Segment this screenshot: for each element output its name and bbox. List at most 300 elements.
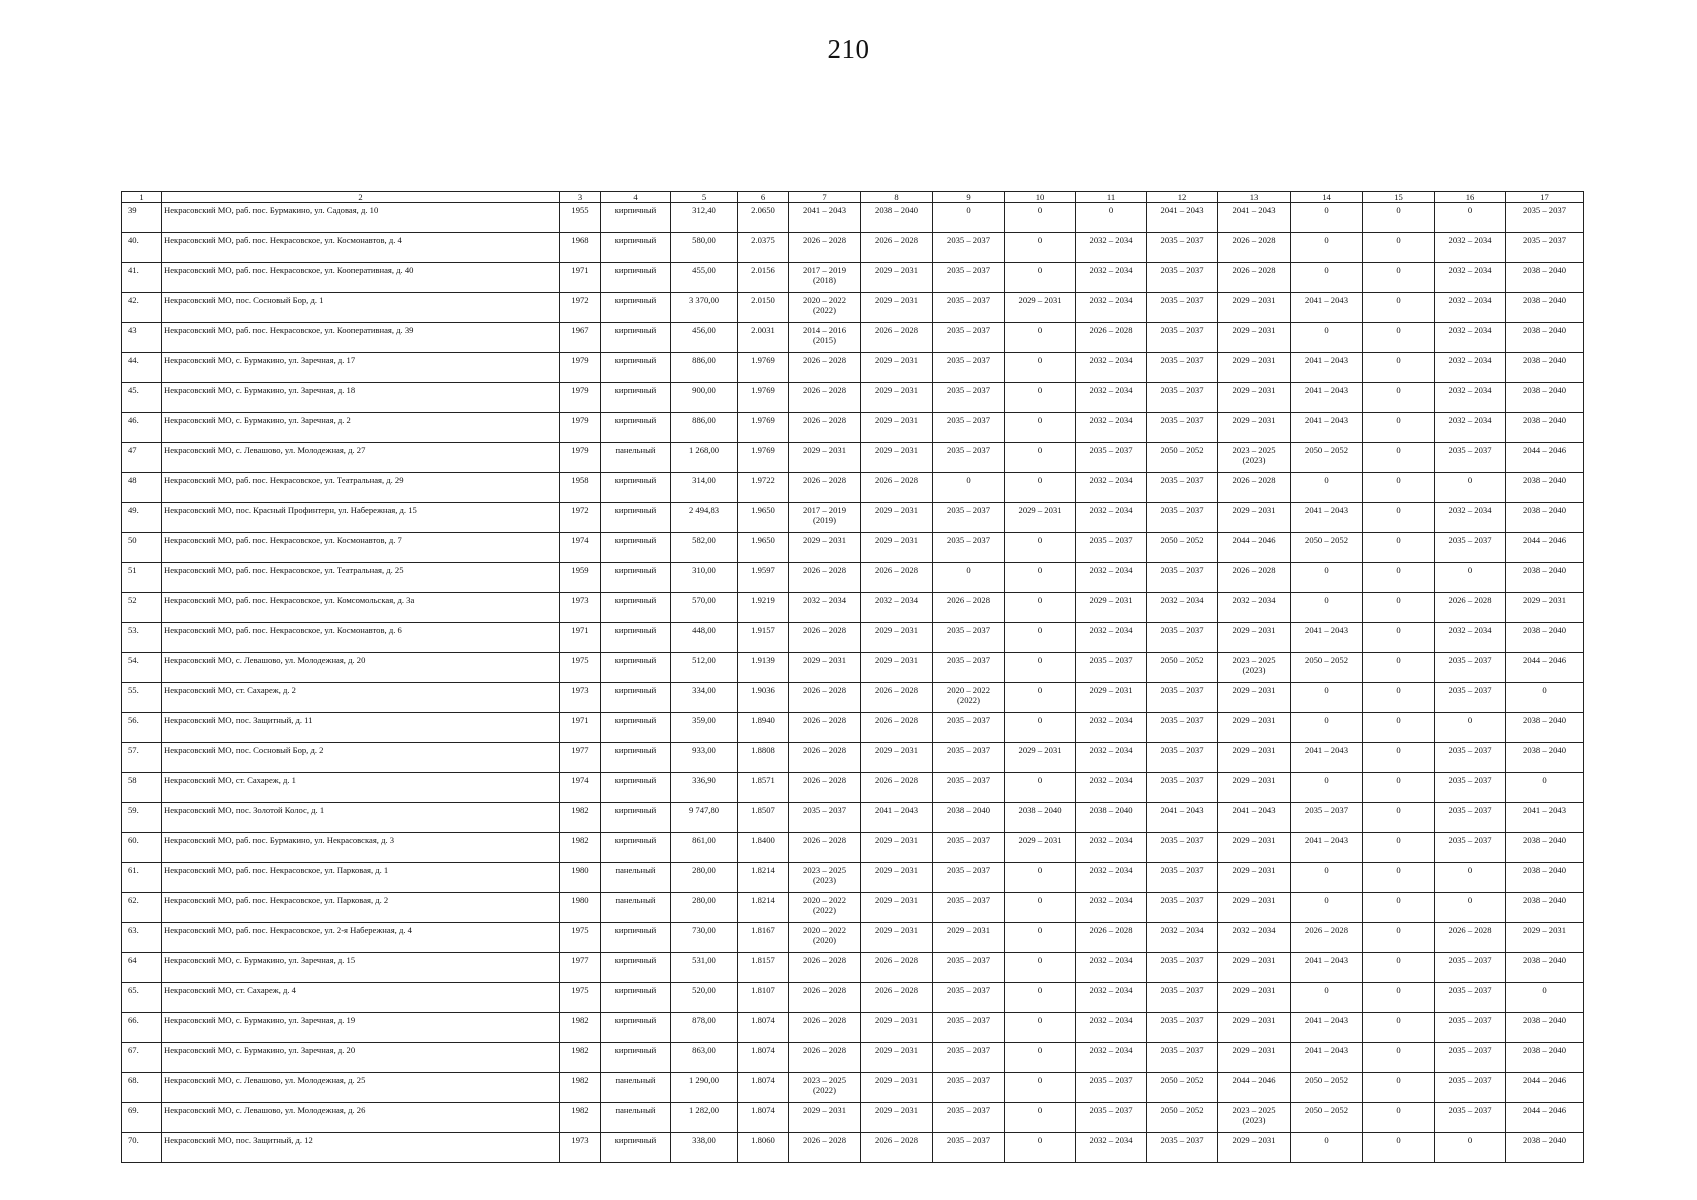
table-cell: 2026 – 2028 <box>1435 593 1506 623</box>
table-cell: 2035 – 2037 <box>933 503 1005 533</box>
table-cell: 2050 – 2052 <box>1291 443 1363 473</box>
address-cell: Некрасовский МО, раб. пос. Некрасовское, ул. Парковая, д. 2 <box>162 893 560 923</box>
table-cell: 2041 – 2043 <box>1147 203 1218 233</box>
table-cell: 2029 – 2031 <box>861 1043 933 1073</box>
table-cell: 2041 – 2043 <box>1291 353 1363 383</box>
column-header: 5 <box>671 192 738 203</box>
table-cell: 2029 – 2031 <box>789 1103 861 1133</box>
row-number-cell: 55. <box>122 683 162 713</box>
table-cell: 1.8074 <box>738 1013 789 1043</box>
table-cell: 2038 – 2040 <box>1506 413 1584 443</box>
table-cell: 2035 – 2037 <box>1435 953 1506 983</box>
table-cell: 2029 – 2031 <box>861 1103 933 1133</box>
table-cell: 2035 – 2037 <box>789 803 861 833</box>
row-number-cell: 47 <box>122 443 162 473</box>
table-cell: 2038 – 2040 <box>1506 383 1584 413</box>
table-cell: 2029 – 2031 <box>1218 353 1291 383</box>
table-cell: 2032 – 2034 <box>1076 1133 1147 1163</box>
table-cell: 0 <box>1005 323 1076 353</box>
table-cell: 1.9139 <box>738 653 789 683</box>
table-cell: 2032 – 2034 <box>1435 353 1506 383</box>
table-cell: 2035 – 2037 <box>933 1013 1005 1043</box>
table-cell: 2026 – 2028 <box>789 1013 861 1043</box>
table-cell: 2041 – 2043 <box>1218 203 1291 233</box>
table-cell: 0 <box>1005 473 1076 503</box>
table-cell: 512,00 <box>671 653 738 683</box>
table-cell: кирпичный <box>601 743 671 773</box>
table-cell: 2035 – 2037 <box>1435 443 1506 473</box>
table-cell: 2035 – 2037 <box>1506 203 1584 233</box>
table-cell: 2038 – 2040 <box>861 203 933 233</box>
table-cell: 2038 – 2040 <box>1506 833 1584 863</box>
table-cell: 0 <box>1291 713 1363 743</box>
table-cell: 2035 – 2037 <box>933 893 1005 923</box>
table-cell: 2032 – 2034 <box>1076 713 1147 743</box>
table-cell: 2035 – 2037 <box>933 1133 1005 1163</box>
table-cell: 2038 – 2040 <box>1506 1013 1584 1043</box>
table-row <box>122 623 1584 653</box>
table-cell: 0 <box>1363 863 1435 893</box>
address-cell: Некрасовский МО, пос. Защитный, д. 12 <box>162 1133 560 1163</box>
table-cell: 2041 – 2043 <box>1291 833 1363 863</box>
table-cell: 1.9036 <box>738 683 789 713</box>
table-cell: 1958 <box>560 473 601 503</box>
table-cell: кирпичный <box>601 293 671 323</box>
table-cell: 2026 – 2028 <box>789 233 861 263</box>
table-cell: 1955 <box>560 203 601 233</box>
table-cell: 0 <box>1005 203 1076 233</box>
table-cell: 2032 – 2034 <box>1076 773 1147 803</box>
table-cell: 2026 – 2028 <box>1218 563 1291 593</box>
column-header: 7 <box>789 192 861 203</box>
table-cell: 2.0650 <box>738 203 789 233</box>
table-cell: 2035 – 2037 <box>1435 1013 1506 1043</box>
table-cell: кирпичный <box>601 983 671 1013</box>
table-cell: 1.9769 <box>738 383 789 413</box>
table-cell: 1.8074 <box>738 1103 789 1133</box>
table-cell: 2026 – 2028 <box>1218 263 1291 293</box>
table-cell: 0 <box>1291 983 1363 1013</box>
table-cell: 1980 <box>560 893 601 923</box>
row-number-cell: 57. <box>122 743 162 773</box>
table-cell: 1.8107 <box>738 983 789 1013</box>
table-body <box>122 192 1584 1163</box>
table-cell: 1.8507 <box>738 803 789 833</box>
table-cell: панельный <box>601 863 671 893</box>
table-cell: 0 <box>1005 443 1076 473</box>
table-cell: 2029 – 2031 <box>861 413 933 443</box>
table-cell: 2.0031 <box>738 323 789 353</box>
table-cell: 2035 – 2037 <box>933 1043 1005 1073</box>
table-row <box>122 863 1584 893</box>
table-cell: 900,00 <box>671 383 738 413</box>
table-cell: 2035 – 2037 <box>1147 683 1218 713</box>
table-cell: 1972 <box>560 293 601 323</box>
table-cell: 0 <box>1363 1103 1435 1133</box>
table-cell: 2026 – 2028 <box>789 683 861 713</box>
table-cell: 2050 – 2052 <box>1147 1103 1218 1133</box>
table-cell: 2032 – 2034 <box>1076 1043 1147 1073</box>
table-cell: 2029 – 2031 <box>789 533 861 563</box>
table-cell: 2032 – 2034 <box>1076 353 1147 383</box>
table-cell: 2029 – 2031 <box>861 623 933 653</box>
table-cell: 1982 <box>560 1013 601 1043</box>
table-cell: 2035 – 2037 <box>1147 233 1218 263</box>
table-cell: 1982 <box>560 1103 601 1133</box>
table-cell: 2026 – 2028 <box>1076 323 1147 353</box>
table-cell: 0 <box>1291 473 1363 503</box>
table-cell: 2035 – 2037 <box>1147 743 1218 773</box>
table-cell: 1982 <box>560 803 601 833</box>
table-cell: 2032 – 2034 <box>1147 593 1218 623</box>
table-cell: 1971 <box>560 263 601 293</box>
row-number-cell: 64 <box>122 953 162 983</box>
table-cell: панельный <box>601 1103 671 1133</box>
table-cell: 2029 – 2031 <box>1076 683 1147 713</box>
table-cell: 2026 – 2028 <box>1076 923 1147 953</box>
table-cell: 2023 – 2025 (2023) <box>1218 443 1291 473</box>
table-cell: 2020 – 2022 (2022) <box>933 683 1005 713</box>
table-cell: 2035 – 2037 <box>1435 1073 1506 1103</box>
table-cell: 2029 – 2031 <box>861 893 933 923</box>
table-cell: кирпичный <box>601 203 671 233</box>
table-cell: 2044 – 2046 <box>1506 1103 1584 1133</box>
table-cell: 0 <box>1291 563 1363 593</box>
table-cell: 2.0375 <box>738 233 789 263</box>
table-cell: 886,00 <box>671 413 738 443</box>
table-cell: 2029 – 2031 <box>1218 773 1291 803</box>
table-cell: кирпичный <box>601 503 671 533</box>
table-cell: 2050 – 2052 <box>1291 533 1363 563</box>
table-cell: 0 <box>1005 713 1076 743</box>
table-cell: 0 <box>1363 383 1435 413</box>
address-cell: Некрасовский МО, с. Бурмакино, ул. Заречная, д. 18 <box>162 383 560 413</box>
table-cell: 2029 – 2031 <box>1005 293 1076 323</box>
table-cell: кирпичный <box>601 653 671 683</box>
table-cell: 0 <box>1363 263 1435 293</box>
address-cell: Некрасовский МО, пос. Золотой Колос, д. 1 <box>162 803 560 833</box>
table-cell: 2044 – 2046 <box>1506 1073 1584 1103</box>
table-cell: 2035 – 2037 <box>1435 533 1506 563</box>
table-cell: кирпичный <box>601 1133 671 1163</box>
table-cell: 2032 – 2034 <box>1147 923 1218 953</box>
table-cell: 2035 – 2037 <box>1147 623 1218 653</box>
table-cell: 0 <box>1291 863 1363 893</box>
table-cell: 0 <box>1005 1073 1076 1103</box>
table-cell: 2035 – 2037 <box>1435 653 1506 683</box>
table-cell: 2029 – 2031 <box>1218 893 1291 923</box>
table-cell: 0 <box>1005 773 1076 803</box>
table-cell: 2017 – 2019 (2019) <box>789 503 861 533</box>
table-cell: 0 <box>1363 503 1435 533</box>
table-row <box>122 683 1584 713</box>
table-cell: кирпичный <box>601 353 671 383</box>
table-cell: панельный <box>601 443 671 473</box>
table-cell: 2035 – 2037 <box>933 233 1005 263</box>
table-cell: 2035 – 2037 <box>933 383 1005 413</box>
column-header: 15 <box>1363 192 1435 203</box>
table-cell: 2032 – 2034 <box>1076 623 1147 653</box>
address-cell: Некрасовский МО, с. Левашово, ул. Молодежная, д. 26 <box>162 1103 560 1133</box>
table-cell: 2035 – 2037 <box>1147 953 1218 983</box>
table-cell: 0 <box>933 473 1005 503</box>
table-cell: 0 <box>1005 893 1076 923</box>
table-cell: 2026 – 2028 <box>789 353 861 383</box>
table-cell: 570,00 <box>671 593 738 623</box>
row-number-cell: 40. <box>122 233 162 263</box>
table-cell: 0 <box>1363 293 1435 323</box>
table-cell: 0 <box>1363 533 1435 563</box>
table-cell: 0 <box>1435 863 1506 893</box>
table-cell: 2026 – 2028 <box>861 983 933 1013</box>
table-cell: 2032 – 2034 <box>1076 263 1147 293</box>
table-cell: 2.0156 <box>738 263 789 293</box>
housing-registry-table <box>121 191 1584 1163</box>
table-cell: 2017 – 2019 (2018) <box>789 263 861 293</box>
table-cell: 2035 – 2037 <box>933 713 1005 743</box>
row-number-cell: 69. <box>122 1103 162 1133</box>
table-cell: 2020 – 2022 (2020) <box>789 923 861 953</box>
table-cell: 2035 – 2037 <box>933 953 1005 983</box>
table-cell: 2035 – 2037 <box>1435 743 1506 773</box>
table-cell: 2035 – 2037 <box>933 833 1005 863</box>
table-cell: 2050 – 2052 <box>1147 443 1218 473</box>
table-cell: 2026 – 2028 <box>789 983 861 1013</box>
table-cell: 1968 <box>560 233 601 263</box>
table-cell: 455,00 <box>671 263 738 293</box>
table-cell: 878,00 <box>671 1013 738 1043</box>
table-cell: 0 <box>1363 743 1435 773</box>
table-cell: 2035 – 2037 <box>1076 443 1147 473</box>
table-cell: кирпичный <box>601 323 671 353</box>
table-row <box>122 803 1584 833</box>
table-cell: 0 <box>1291 323 1363 353</box>
table-cell: 2029 – 2031 <box>1005 833 1076 863</box>
table-cell: 0 <box>1506 773 1584 803</box>
table-cell: 2035 – 2037 <box>933 413 1005 443</box>
table-cell: 1977 <box>560 743 601 773</box>
table-cell: кирпичный <box>601 623 671 653</box>
row-number-cell: 63. <box>122 923 162 953</box>
table-cell: 2029 – 2031 <box>861 263 933 293</box>
table-cell: 2035 – 2037 <box>933 263 1005 293</box>
table-cell: 359,00 <box>671 713 738 743</box>
table-cell: 2035 – 2037 <box>1076 533 1147 563</box>
table-row <box>122 1133 1584 1163</box>
table-cell: кирпичный <box>601 533 671 563</box>
table-cell: кирпичный <box>601 683 671 713</box>
table-cell: 2029 – 2031 <box>1005 503 1076 533</box>
table-cell: 0 <box>1005 263 1076 293</box>
table-cell: 0 <box>1005 353 1076 383</box>
table-cell: 2038 – 2040 <box>1506 293 1584 323</box>
table-cell: 1959 <box>560 563 601 593</box>
address-cell: Некрасовский МО, ст. Сахареж, д. 2 <box>162 683 560 713</box>
table-cell: 2026 – 2028 <box>789 623 861 653</box>
table-cell: 531,00 <box>671 953 738 983</box>
table-cell: 2038 – 2040 <box>1506 473 1584 503</box>
table-cell: 2035 – 2037 <box>1291 803 1363 833</box>
table-cell: 2026 – 2028 <box>1435 923 1506 953</box>
table-cell: 2026 – 2028 <box>861 953 933 983</box>
table-cell: 0 <box>1363 893 1435 923</box>
address-cell: Некрасовский МО, с. Бурмакино, ул. Заречная, д. 2 <box>162 413 560 443</box>
table-cell: 1.9597 <box>738 563 789 593</box>
table-cell: 0 <box>1005 983 1076 1013</box>
table-cell: 2026 – 2028 <box>789 833 861 863</box>
table-cell: кирпичный <box>601 923 671 953</box>
table-cell: 0 <box>1005 683 1076 713</box>
table-cell: 2032 – 2034 <box>1435 293 1506 323</box>
table-row <box>122 593 1584 623</box>
table-row <box>122 563 1584 593</box>
table-cell: 2029 – 2031 <box>861 1013 933 1043</box>
table-cell: 2041 – 2043 <box>1291 1043 1363 1073</box>
table-cell: кирпичный <box>601 413 671 443</box>
table-cell: 2050 – 2052 <box>1291 1103 1363 1133</box>
table-cell: 2.0150 <box>738 293 789 323</box>
column-header: 14 <box>1291 192 1363 203</box>
table-cell: 2035 – 2037 <box>1147 983 1218 1013</box>
row-number-cell: 61. <box>122 863 162 893</box>
table-cell: 0 <box>1435 1133 1506 1163</box>
table-cell: 2029 – 2031 <box>1218 1043 1291 1073</box>
table-cell: 2029 – 2031 <box>861 503 933 533</box>
table-row <box>122 533 1584 563</box>
table-row <box>122 653 1584 683</box>
table-cell: 9 747,80 <box>671 803 738 833</box>
column-header: 16 <box>1435 192 1506 203</box>
table-cell: 2032 – 2034 <box>1435 503 1506 533</box>
address-cell: Некрасовский МО, раб. пос. Некрасовское, ул. Комсомольская, д. 3а <box>162 593 560 623</box>
table-row <box>122 923 1584 953</box>
table-cell: 338,00 <box>671 1133 738 1163</box>
table-cell: кирпичный <box>601 833 671 863</box>
table-cell: кирпичный <box>601 803 671 833</box>
table-row <box>122 323 1584 353</box>
table-cell: 1.8808 <box>738 743 789 773</box>
table-cell: 2026 – 2028 <box>789 743 861 773</box>
address-cell: Некрасовский МО, ст. Сахареж, д. 1 <box>162 773 560 803</box>
table-cell: 2035 – 2037 <box>933 293 1005 323</box>
table-cell: 2035 – 2037 <box>1076 1073 1147 1103</box>
table-cell: 280,00 <box>671 893 738 923</box>
table-cell: 2032 – 2034 <box>861 593 933 623</box>
table-cell: 2029 – 2031 <box>861 863 933 893</box>
table-cell: 2029 – 2031 <box>1218 743 1291 773</box>
table-cell: 0 <box>1005 1043 1076 1073</box>
table-cell: 0 <box>1291 263 1363 293</box>
row-number-cell: 59. <box>122 803 162 833</box>
table-cell: 2035 – 2037 <box>933 1103 1005 1133</box>
address-cell: Некрасовский МО, раб. пос. Бурмакино, ул. Садовая, д. 10 <box>162 203 560 233</box>
table-cell: 2026 – 2028 <box>789 563 861 593</box>
table-cell: 2038 – 2040 <box>1506 1043 1584 1073</box>
table-cell: 2035 – 2037 <box>1435 983 1506 1013</box>
table-cell: 2032 – 2034 <box>1218 923 1291 953</box>
table-cell: 312,40 <box>671 203 738 233</box>
table-cell: 2032 – 2034 <box>789 593 861 623</box>
table-cell: 2026 – 2028 <box>789 1043 861 1073</box>
table-cell: 0 <box>1363 233 1435 263</box>
table-cell: 0 <box>1005 413 1076 443</box>
table-cell: 0 <box>1435 203 1506 233</box>
table-cell: 2035 – 2037 <box>933 1073 1005 1103</box>
table-cell: 2035 – 2037 <box>933 983 1005 1013</box>
table-cell: 2032 – 2034 <box>1076 293 1147 323</box>
table-cell: 0 <box>1005 953 1076 983</box>
table-row <box>122 413 1584 443</box>
table-cell: 0 <box>1363 1043 1435 1073</box>
table-cell: 0 <box>1291 1133 1363 1163</box>
table-cell: 1982 <box>560 833 601 863</box>
address-cell: Некрасовский МО, раб. пос. Некрасовское, ул. Театральная, д. 29 <box>162 473 560 503</box>
table-cell: 2035 – 2037 <box>1147 773 1218 803</box>
table-cell: 2032 – 2034 <box>1076 1013 1147 1043</box>
table-cell: 1.9157 <box>738 623 789 653</box>
table-cell: 2035 – 2037 <box>933 323 1005 353</box>
table-cell: 886,00 <box>671 353 738 383</box>
table-cell: 0 <box>1363 773 1435 803</box>
table-cell: 1977 <box>560 953 601 983</box>
table-cell: 2029 – 2031 <box>1506 923 1584 953</box>
table-cell: 2041 – 2043 <box>1291 623 1363 653</box>
row-number-cell: 49. <box>122 503 162 533</box>
table-cell: 0 <box>1363 473 1435 503</box>
table-cell: 2023 – 2025 (2023) <box>1218 1103 1291 1133</box>
table-cell: 2029 – 2031 <box>861 653 933 683</box>
table-cell: 2044 – 2046 <box>1218 533 1291 563</box>
table-cell: 2029 – 2031 <box>1218 413 1291 443</box>
table-cell: 2041 – 2043 <box>1506 803 1584 833</box>
table-cell: 0 <box>1291 683 1363 713</box>
table-cell: 2035 – 2037 <box>1435 1103 1506 1133</box>
table-cell: 0 <box>1005 623 1076 653</box>
table-cell: 2035 – 2037 <box>1147 863 1218 893</box>
table-cell: 2050 – 2052 <box>1291 1073 1363 1103</box>
table-row <box>122 1043 1584 1073</box>
table-cell: 2035 – 2037 <box>1147 353 1218 383</box>
table-cell: 2026 – 2028 <box>789 383 861 413</box>
address-cell: Некрасовский МО, с. Бурмакино, ул. Заречная, д. 15 <box>162 953 560 983</box>
table-row <box>122 893 1584 923</box>
table-cell: 2044 – 2046 <box>1506 443 1584 473</box>
table-cell: 1 282,00 <box>671 1103 738 1133</box>
table-cell: 580,00 <box>671 233 738 263</box>
table-cell: 2035 – 2037 <box>1506 233 1584 263</box>
table-cell: 2044 – 2046 <box>1506 533 1584 563</box>
row-number-cell: 65. <box>122 983 162 1013</box>
table-cell: 1971 <box>560 713 601 743</box>
table-cell: 2035 – 2037 <box>1147 473 1218 503</box>
table-cell: 2041 – 2043 <box>1291 293 1363 323</box>
table-row <box>122 353 1584 383</box>
table-cell: 2026 – 2028 <box>789 413 861 443</box>
table-cell: 2029 – 2031 <box>1218 323 1291 353</box>
table-cell: 2026 – 2028 <box>861 683 933 713</box>
table-cell: 2026 – 2028 <box>789 473 861 503</box>
table-cell: 2029 – 2031 <box>1218 623 1291 653</box>
table-cell: 2023 – 2025 (2023) <box>789 863 861 893</box>
table-cell: 0 <box>1363 593 1435 623</box>
table-cell: 0 <box>1363 1013 1435 1043</box>
table-row <box>122 773 1584 803</box>
column-header: 9 <box>933 192 1005 203</box>
table-cell: 0 <box>1506 683 1584 713</box>
table-cell: 2035 – 2037 <box>1147 293 1218 323</box>
table-cell: 2032 – 2034 <box>1076 863 1147 893</box>
row-number-cell: 46. <box>122 413 162 443</box>
